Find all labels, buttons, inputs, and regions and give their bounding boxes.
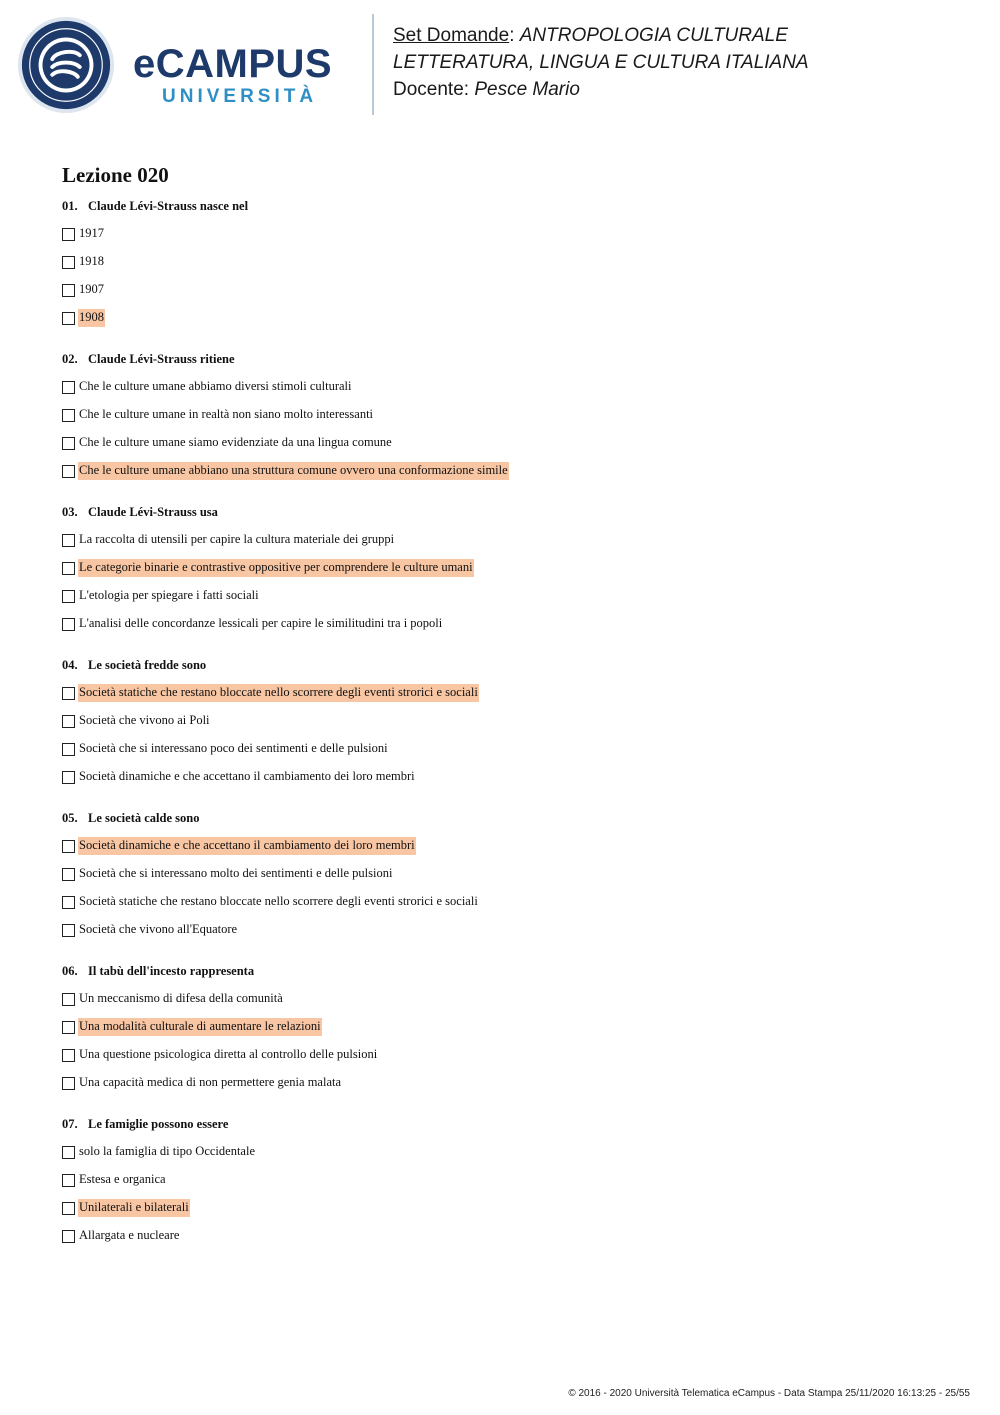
answer-text: Che le culture umane in realtà non siano molto interessanti	[79, 407, 374, 421]
checkbox[interactable]	[62, 1077, 75, 1090]
answer-option	[62, 457, 962, 485]
checkbox[interactable]	[62, 1174, 75, 1187]
teacher-name: Pesce Mario	[474, 79, 580, 100]
checkbox[interactable]	[62, 743, 75, 756]
question-number: 05.	[62, 811, 78, 825]
question-text: Le famiglie possono essere	[88, 1117, 229, 1131]
teacher-label: Docente:	[393, 79, 470, 100]
answer-option	[62, 1041, 962, 1069]
checkbox[interactable]	[62, 840, 75, 853]
checkbox[interactable]	[62, 993, 75, 1006]
question-spacer	[62, 485, 962, 496]
answer-text: Un meccanismo di difesa della comunità	[79, 991, 283, 1005]
ecampus-wordmark: eCAMPUS	[133, 42, 333, 86]
answer-option	[62, 429, 962, 457]
question-text: Le società calde sono	[88, 811, 200, 825]
answer-option	[62, 248, 962, 276]
answer-text: 1907	[79, 282, 104, 296]
answer-option	[62, 916, 962, 944]
lesson-title: Lezione 020	[62, 163, 169, 187]
checkbox[interactable]	[62, 228, 75, 241]
question-title	[62, 651, 962, 679]
checkbox[interactable]	[62, 1230, 75, 1243]
answer-text: Società dinamiche e che accettano il cambiamento dei loro membri	[79, 769, 415, 783]
answer-text: 1918	[79, 254, 104, 268]
answer-text: Allargata e nucleare	[79, 1228, 180, 1242]
answer-option	[62, 582, 962, 610]
answer-option	[62, 1222, 962, 1250]
answer-text: 1917	[79, 226, 104, 240]
answer-text-correct: Unilaterali e bilaterali	[78, 1199, 190, 1217]
answer-option	[62, 1013, 962, 1041]
question-number: 01.	[62, 199, 78, 213]
question-spacer	[62, 944, 962, 955]
checkbox[interactable]	[62, 465, 75, 478]
answer-text: Società statiche che restano bloccate nello scorrere degli eventi strorici e sociali	[79, 894, 478, 908]
answer-text: Società che vivono ai Poli	[79, 713, 210, 727]
question-title	[62, 804, 962, 832]
checkbox[interactable]	[62, 256, 75, 269]
question-spacer	[62, 638, 962, 649]
answer-option	[62, 860, 962, 888]
question-title	[62, 192, 962, 220]
question-block	[62, 192, 962, 343]
answer-text: L'analisi delle concordanze lessicali per capire le similitudini tra i popoli	[79, 616, 443, 630]
answer-option	[62, 373, 962, 401]
answer-text: Estesa e organica	[79, 1172, 166, 1186]
questions-container	[62, 192, 962, 1250]
course-info	[393, 22, 809, 103]
answer-text-correct: Società dinamiche e che accettano il cambiamento dei loro membri	[78, 837, 416, 855]
answer-text: L'etologia per spiegare i fatti sociali	[79, 588, 259, 602]
universita-wordmark: UNIVERSITÀ	[162, 86, 318, 107]
checkbox[interactable]	[62, 687, 75, 700]
question-title	[62, 1110, 962, 1138]
answer-option	[62, 304, 962, 332]
answer-option	[62, 1138, 962, 1166]
question-title	[62, 345, 962, 373]
answer-text: Società che si interessano molto dei sentimenti e delle pulsioni	[79, 866, 393, 880]
answer-option	[62, 679, 962, 707]
checkbox[interactable]	[62, 562, 75, 575]
question-text: Claude Lévi-Strauss usa	[88, 505, 218, 519]
checkbox[interactable]	[62, 590, 75, 603]
page-header	[0, 0, 1000, 130]
answer-option	[62, 1069, 962, 1097]
set-label: Set Domande	[393, 25, 510, 46]
header-divider	[372, 14, 374, 115]
ecampus-seal-logo	[17, 16, 115, 114]
answer-text: Che le culture umane siamo evidenziate da una lingua comune	[79, 435, 392, 449]
checkbox[interactable]	[62, 618, 75, 631]
question-number: 06.	[62, 964, 78, 978]
checkbox[interactable]	[62, 924, 75, 937]
question-text: Claude Lévi-Strauss ritiene	[88, 352, 235, 366]
course-name: ANTROPOLOGIA CULTURALE	[519, 25, 788, 46]
question-text: Claude Lévi-Strauss nasce nel	[88, 199, 249, 213]
answer-text: La raccolta di utensili per capire la cultura materiale dei gruppi	[79, 532, 395, 546]
checkbox[interactable]	[62, 868, 75, 881]
checkbox[interactable]	[62, 715, 75, 728]
answer-option	[62, 401, 962, 429]
answer-option	[62, 985, 962, 1013]
checkbox[interactable]	[62, 1146, 75, 1159]
course-line-2: LETTERATURA, LINGUA E CULTURA ITALIANA	[393, 52, 809, 73]
course-line-1: Set Domande: ANTROPOLOGIA CULTURALE	[393, 25, 788, 46]
checkbox[interactable]	[62, 1049, 75, 1062]
question-text: Le società fredde sono	[88, 658, 207, 672]
answer-text: Società che vivono all'Equatore	[79, 922, 238, 936]
answer-text-correct: 1908	[78, 309, 105, 327]
page-footer: © 2016 - 2020 Università Telematica eCampus - Data Stampa 25/11/2020 16:13:25 - 25/55	[568, 1388, 970, 1399]
question-block	[62, 345, 962, 496]
question-text: Il tabù dell'incesto rappresenta	[88, 964, 255, 978]
answer-option	[62, 763, 962, 791]
question-spacer	[62, 332, 962, 343]
answer-option	[62, 276, 962, 304]
question-block	[62, 1110, 962, 1250]
question-title	[62, 957, 962, 985]
answer-option	[62, 735, 962, 763]
question-block	[62, 498, 962, 649]
checkbox[interactable]	[62, 1202, 75, 1215]
answer-option	[62, 554, 962, 582]
answer-option	[62, 610, 962, 638]
answer-text-correct: Una modalità culturale di aumentare le relazioni	[78, 1018, 322, 1036]
question-spacer	[62, 1097, 962, 1108]
answer-text-correct: Società statiche che restano bloccate nello scorrere degli eventi strorici e sociali	[78, 684, 479, 702]
answer-text: Una questione psicologica diretta al controllo delle pulsioni	[79, 1047, 378, 1061]
question-number: 07.	[62, 1117, 78, 1131]
question-list	[62, 160, 962, 1250]
question-block	[62, 651, 962, 802]
question-number: 03.	[62, 505, 78, 519]
answer-option	[62, 220, 962, 248]
question-block	[62, 804, 962, 955]
answer-option	[62, 888, 962, 916]
answer-text: solo la famiglia di tipo Occidentale	[79, 1144, 255, 1158]
answer-option	[62, 526, 962, 554]
answer-text-correct: Le categorie binarie e contrastive oppositive per comprendere le culture umani	[78, 559, 474, 577]
checkbox[interactable]	[62, 409, 75, 422]
checkbox[interactable]	[62, 437, 75, 450]
question-title	[62, 498, 962, 526]
teacher-line	[393, 76, 809, 103]
checkbox[interactable]	[62, 381, 75, 394]
checkbox[interactable]	[62, 284, 75, 297]
answer-option	[62, 832, 962, 860]
answer-text-correct: Che le culture umane abbiano una struttura comune ovvero una conformazione simile	[78, 462, 509, 480]
checkbox[interactable]	[62, 771, 75, 784]
checkbox[interactable]	[62, 896, 75, 909]
answer-option	[62, 707, 962, 735]
answer-text: Società che si interessano poco dei sentimenti e delle pulsioni	[79, 741, 388, 755]
question-number: 02.	[62, 352, 78, 366]
checkbox[interactable]	[62, 1021, 75, 1034]
question-number: 04.	[62, 658, 78, 672]
answer-text: Una capacità medica di non permettere genia malata	[79, 1075, 342, 1089]
answer-option	[62, 1166, 962, 1194]
question-spacer	[62, 791, 962, 802]
question-block	[62, 957, 962, 1108]
answer-text: Che le culture umane abbiamo diversi stimoli culturali	[79, 379, 352, 393]
checkbox[interactable]	[62, 312, 75, 325]
checkbox[interactable]	[62, 534, 75, 547]
answer-option	[62, 1194, 962, 1222]
